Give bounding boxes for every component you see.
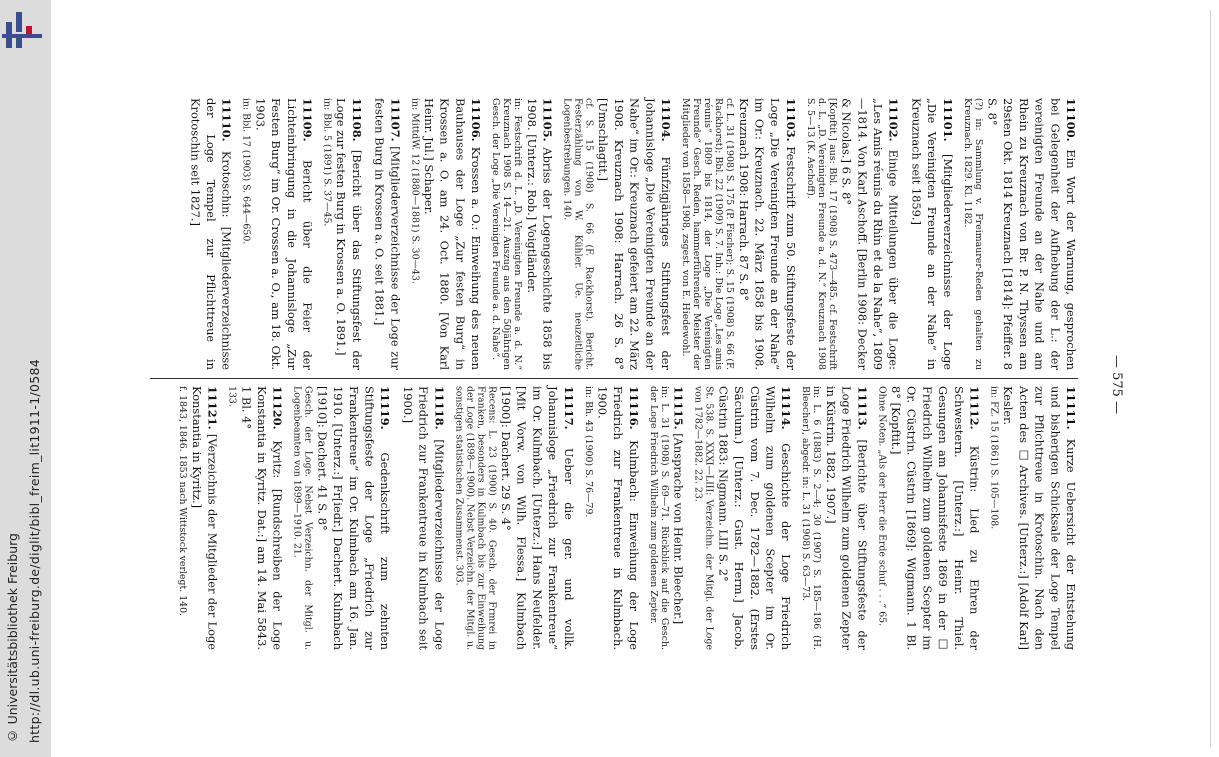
entry-number: 11120. [270, 386, 285, 430]
entry-number: 11107. [388, 98, 403, 142]
bibliography-entry [177, 386, 219, 650]
entry-number: 11110. [219, 98, 234, 142]
entry-number: 11106. [469, 98, 484, 142]
bibliography-entry [322, 98, 364, 370]
entry-note: Ohne Noten. „Als der Herr die Erde schuf . . .“ 65. [876, 386, 888, 627]
bibliography-entry [399, 386, 446, 650]
entry-number: 11115. [671, 386, 686, 430]
entry-note: (?) in: Sammlung v. Freimaurer-Reden gehalten zu Kreuznach. 1829. Kl. 1182. [961, 98, 984, 370]
bibliography-entry [562, 98, 674, 370]
viewer-side-rail [0, 0, 51, 757]
entry-text: Krotoschin: [Mitgliederverzeichnisse der Loge Tempel zur Pflichttreue in Krotoschin seit 1827.] [188, 98, 234, 370]
bibliography-entry [227, 386, 285, 650]
entry-note: cf. S. 15 (1908) S. 66 (F. Rackhorst). Bericht. Festerzählung von W. Kühler. Ue. neuzeitliche Logenbestrebungen. 140. [561, 98, 595, 370]
entry-text: Bericht über die Feier der Lichteinbringung in die Johannisloge „Zur Festen Burg“ im Or. Crossen a. O., am 18. Okt. 1903. [253, 98, 315, 370]
entry-text: [Mitgliederverzeichnisse der Loge Friedrich zur Frankentreue in Kulmbach seit 1900.] [400, 386, 447, 650]
bibliography-entry [409, 98, 483, 370]
entry-number: 11119. [378, 386, 393, 430]
entry-number: 11109. [300, 98, 315, 142]
text-column-left [152, 98, 1078, 370]
copyright-notice: © Universitätsbibliothek Freiburg [5, 532, 20, 743]
entry-note: Recens: L. 23 (1900) S. 40. Gesch. der Frmrei in Franken, besonders in Kulmbach bis zur Einweihung der Loge (1898—1900). Nebst Verzeichn. der Mitgl. u. sonstigen statistischen Zusammenst. 303. [453, 386, 498, 650]
entry-number: 11101. [940, 98, 955, 142]
bibliography-entry [800, 386, 869, 650]
entry-note: St. 538. S. XXXI—LIII: Verzeichn. der Mitgl. der Loge von 1782—1882. 22. 23. [692, 386, 715, 650]
entry-text: Einige Mitteilungen über die Loge: „Les Amis réunis du Rhin et de la Nahe“, 1809—1814. Von Karl Aschoff. [Berlin 1908: Decker & Nicolas.] 6 S. 8° [839, 98, 901, 370]
entry-text: [Ansprache von Heinr. Bleecher.] [671, 429, 686, 625]
bibliography-entry [962, 98, 1078, 370]
bibliography-entry [680, 98, 798, 370]
entry-note: in: Bbl. 17 (1903) S. 644—650. [240, 98, 252, 245]
entry-note: in: Bbl. 5 (1891) S. 37—45. [321, 98, 333, 227]
page-edge [1210, 10, 1211, 747]
entry-text: [Mitgliederverzeichnisse der Loge zur festen Burg in Krossen a. O. seit 1881.] [372, 98, 403, 370]
entry-number: 11104. [659, 98, 674, 142]
page-number: — 575 — [1109, 355, 1124, 415]
entry-text: Krossen a. O.: Einweihung des neuen Bauhauses der Loge „Zur festen Burg“ in Krossen a. O. am 24. Oct. 1880. [Von Karl Heinr. Jul.] Schaper. [422, 98, 484, 370]
entry-note: in: Festschrift d. L. „D. Vereinigten Freunde a. d. N.“ Kreuznach 1908 S. 14—21. Auszug aus den 50jährigen Gesch. der Loge „Die Vereinigten Freunde a. d. Nahe“. [490, 98, 524, 370]
entry-note: in: L. 31 (1908) S. 69—71. Rückblick auf die Gesch. der Loge Friedrich Wilhelm zum goldenen Zepter. [647, 386, 670, 650]
library-logo-icon [2, 12, 44, 48]
bibliography-entry [583, 386, 641, 650]
entry-text: Gedenkschrift zum zehnten Stiftungsfeste der Loge „Friedrich zur Frankentreue“ im Or. Kulmbach am 16. Jan. 1910. [Unterz.:] Fr[iedr.] Dachert. Kulmbach [1910]: Dachert. 41 S. 8° [315, 386, 393, 650]
entry-text: [Bericht über das Stiftungsfest der Loge zur festen Burg in Krossen a. O. 1891.] [334, 98, 364, 370]
bibliography-entry [292, 386, 393, 650]
entry-text: Kurze Uebersicht der Entstehung und bisherigen Schicksale der Loge Tempel zur Pflichttreue in Krotoschin. Nach den Acten des □ Archives. [Unterz.:] [Adolf Karl] Kesler. [1001, 386, 1078, 650]
entry-note: cf. L. 31 (1908) S. 175 (P. Fischer); S. 15 (1908) S. 66 (F. Rackhorst); Bbl. 22 (1909) S. 7. Inh.: Die Loge „Les amis réunis“ 1809 bis 1814, der Loge „Die Vereinigten Freunde“ Gesch. Reden, hammerführender Meister der Mitglieder von 1858—1908, zsgest. von E. Hiedewohl. [680, 98, 736, 370]
entry-number: 11102. [886, 98, 901, 142]
entry-text: [Verzeichnis der Mitglieder der Loge Konstantia in Kyritz.] [189, 386, 220, 650]
bibliography-entry [988, 386, 1078, 650]
entry-note: 133. [226, 386, 238, 407]
bibliography-entry [371, 98, 402, 370]
entry-note: in: L. 6 (1883) S. 2—4; 30 (1907) S. 185—186 (H. Bleecher), abgedr. in: L. 31 (1908) S. 63—73. [800, 386, 823, 650]
entry-note: Gesch. der Loge. Nebst Verzeichn. der Mitgl. u. Logenbeamten von 1899—1910. 21. [291, 386, 314, 650]
entry-number: 11112. [967, 386, 982, 430]
entry-text: Abriss der Logengeschichte 1858 bis 1908. [Unterz.: Rob.] Voigtländer. [524, 98, 555, 370]
entry-note: in: MittdW. 12 (1880—1881) S. 30—43. [409, 98, 421, 284]
entry-text: Ueber die ger. und vollk. Johannisloge „Friedrich zur Frankentreue“ im Or. Kulmbach. [Unterz.:] Hans Neufelder. [Mit Vorw. von Wilh. Flessa.] Kulmbach [1900]: Dachert. 29 S. 4° [499, 386, 576, 650]
bibliography-entry [908, 98, 955, 370]
entry-number: 11108. [349, 98, 364, 142]
entry-note: in: Bh. 43 (1900) S. 76—79. [582, 386, 594, 518]
entry-text: Geschichte der Loge Friedrich Wilhelm zum goldenen Scepter im Or. Cüstrin vom 7. Dec. 1782—1882. (Erstes Säculum.) [Unterz.: Gust. Herm.] Jacob. Cüstrin 1883: Nigmann. LIII S. 2° [716, 386, 794, 650]
entry-text: [Berichte über Stiftungsfeste der Loge Friedrich Wilhelm zum goldenen Zepter in Küstrin. 1882. 1907.] [823, 386, 870, 650]
bibliography-entry [648, 386, 686, 650]
entry-text: Fünfzigjähriges Stiftungsfest der Johannisloge „Die Vereinigten Freunde an der Nahe“ im Or.: Kreuznach gefeiert am 22. März 1908. Kreuznach 1908: Harrach. 26 S. 8° [Umschlagtit.] [596, 98, 674, 370]
bibliography-entry [876, 386, 981, 650]
entry-note: [Kopftit.] aus: Bbl. 17 (1908) S. 473—485. cf. Festschrift d. L. „D. Vereinigten Freunde a. d. N.“ Kreuznach 1908 S. 5—13 (K. Aschoff). [804, 98, 838, 370]
bibliography-entry [805, 98, 901, 370]
entry-number: 11116. [626, 386, 641, 430]
entry-text: [Mitgliederverzeichnisse der Loge „Die Vereinigten Freunde an der Nahe“ in Kreuznach seit 1859.] [909, 98, 955, 370]
entry-number: 11111. [1064, 386, 1078, 430]
bibliography-entry [693, 386, 794, 650]
entry-number: 11117. [561, 386, 576, 430]
entry-number: 11105. [540, 98, 555, 142]
bibliography-entry [241, 98, 315, 370]
entry-text: Ein Wort der Warnung, gesprochen bei Gelegenheit der Aufhebung der L.: der vereinigten Freunde an der Nahe und am Rhein zu Kreuznach von Br. P. N. Thyssen am 29sten Okt. 1814 Kreuznach [1814]: Pfeiffer. 8 S. 8° [985, 98, 1078, 370]
entry-note: f. 1843, 1846. 1853 nach Wittstock verlegt. 140. [177, 386, 189, 617]
text-column-right [152, 386, 1078, 650]
entry-number: 11113. [855, 386, 870, 430]
bibliography-entry [187, 98, 234, 370]
entry-number: 11114. [779, 386, 794, 430]
entry-text: Küstrin: Lied zu Ehren der Schwestern. [Unterz.:] Heinr. Thiel. Gesungen am Johannisfeste 1869 in der □ Friedrich Wilhelm zum goldenen Scepter im Or. Cüstrin. Cüstrin [1869]: Wigmann. 1 Bl. 8° [Kopftit.] [888, 386, 982, 650]
entry-text: Kyritz: [Rundschreiben der Loge Konstantia in Kyritz. Dat.:] am 14. Mai 5843. 1 Bl. 4° [239, 386, 285, 650]
bibliography-entry [490, 98, 554, 370]
entry-number: 11103. [783, 98, 798, 142]
source-url[interactable]: http://dl.ub.uni-freiburg.de/diglit/bibl_freim_lit1911-1/0584 [27, 358, 42, 743]
column-divider [150, 378, 1078, 379]
entry-number: 11121. [205, 386, 220, 430]
entry-note: in: FZ. 15 (1861) S. 105—108. [988, 386, 1000, 530]
entry-number: 11100. [1064, 98, 1078, 142]
bibliography-entry [453, 386, 576, 650]
entry-number: 11118. [432, 386, 447, 430]
entry-text: Kulmbach: Einweihung der Loge Friedrich zur Frankentreue in Kulmbach. 1900. [595, 386, 641, 650]
entry-text: Festschrift zum 50. Stiftungsfeste der Loge „Die Vereinigten Freunde an der Nahe“ im Or.: Kreuznach. 22. März 1858 bis 1908. Kreuznach 1908: Harrach. 87 S. 8° [736, 98, 798, 370]
